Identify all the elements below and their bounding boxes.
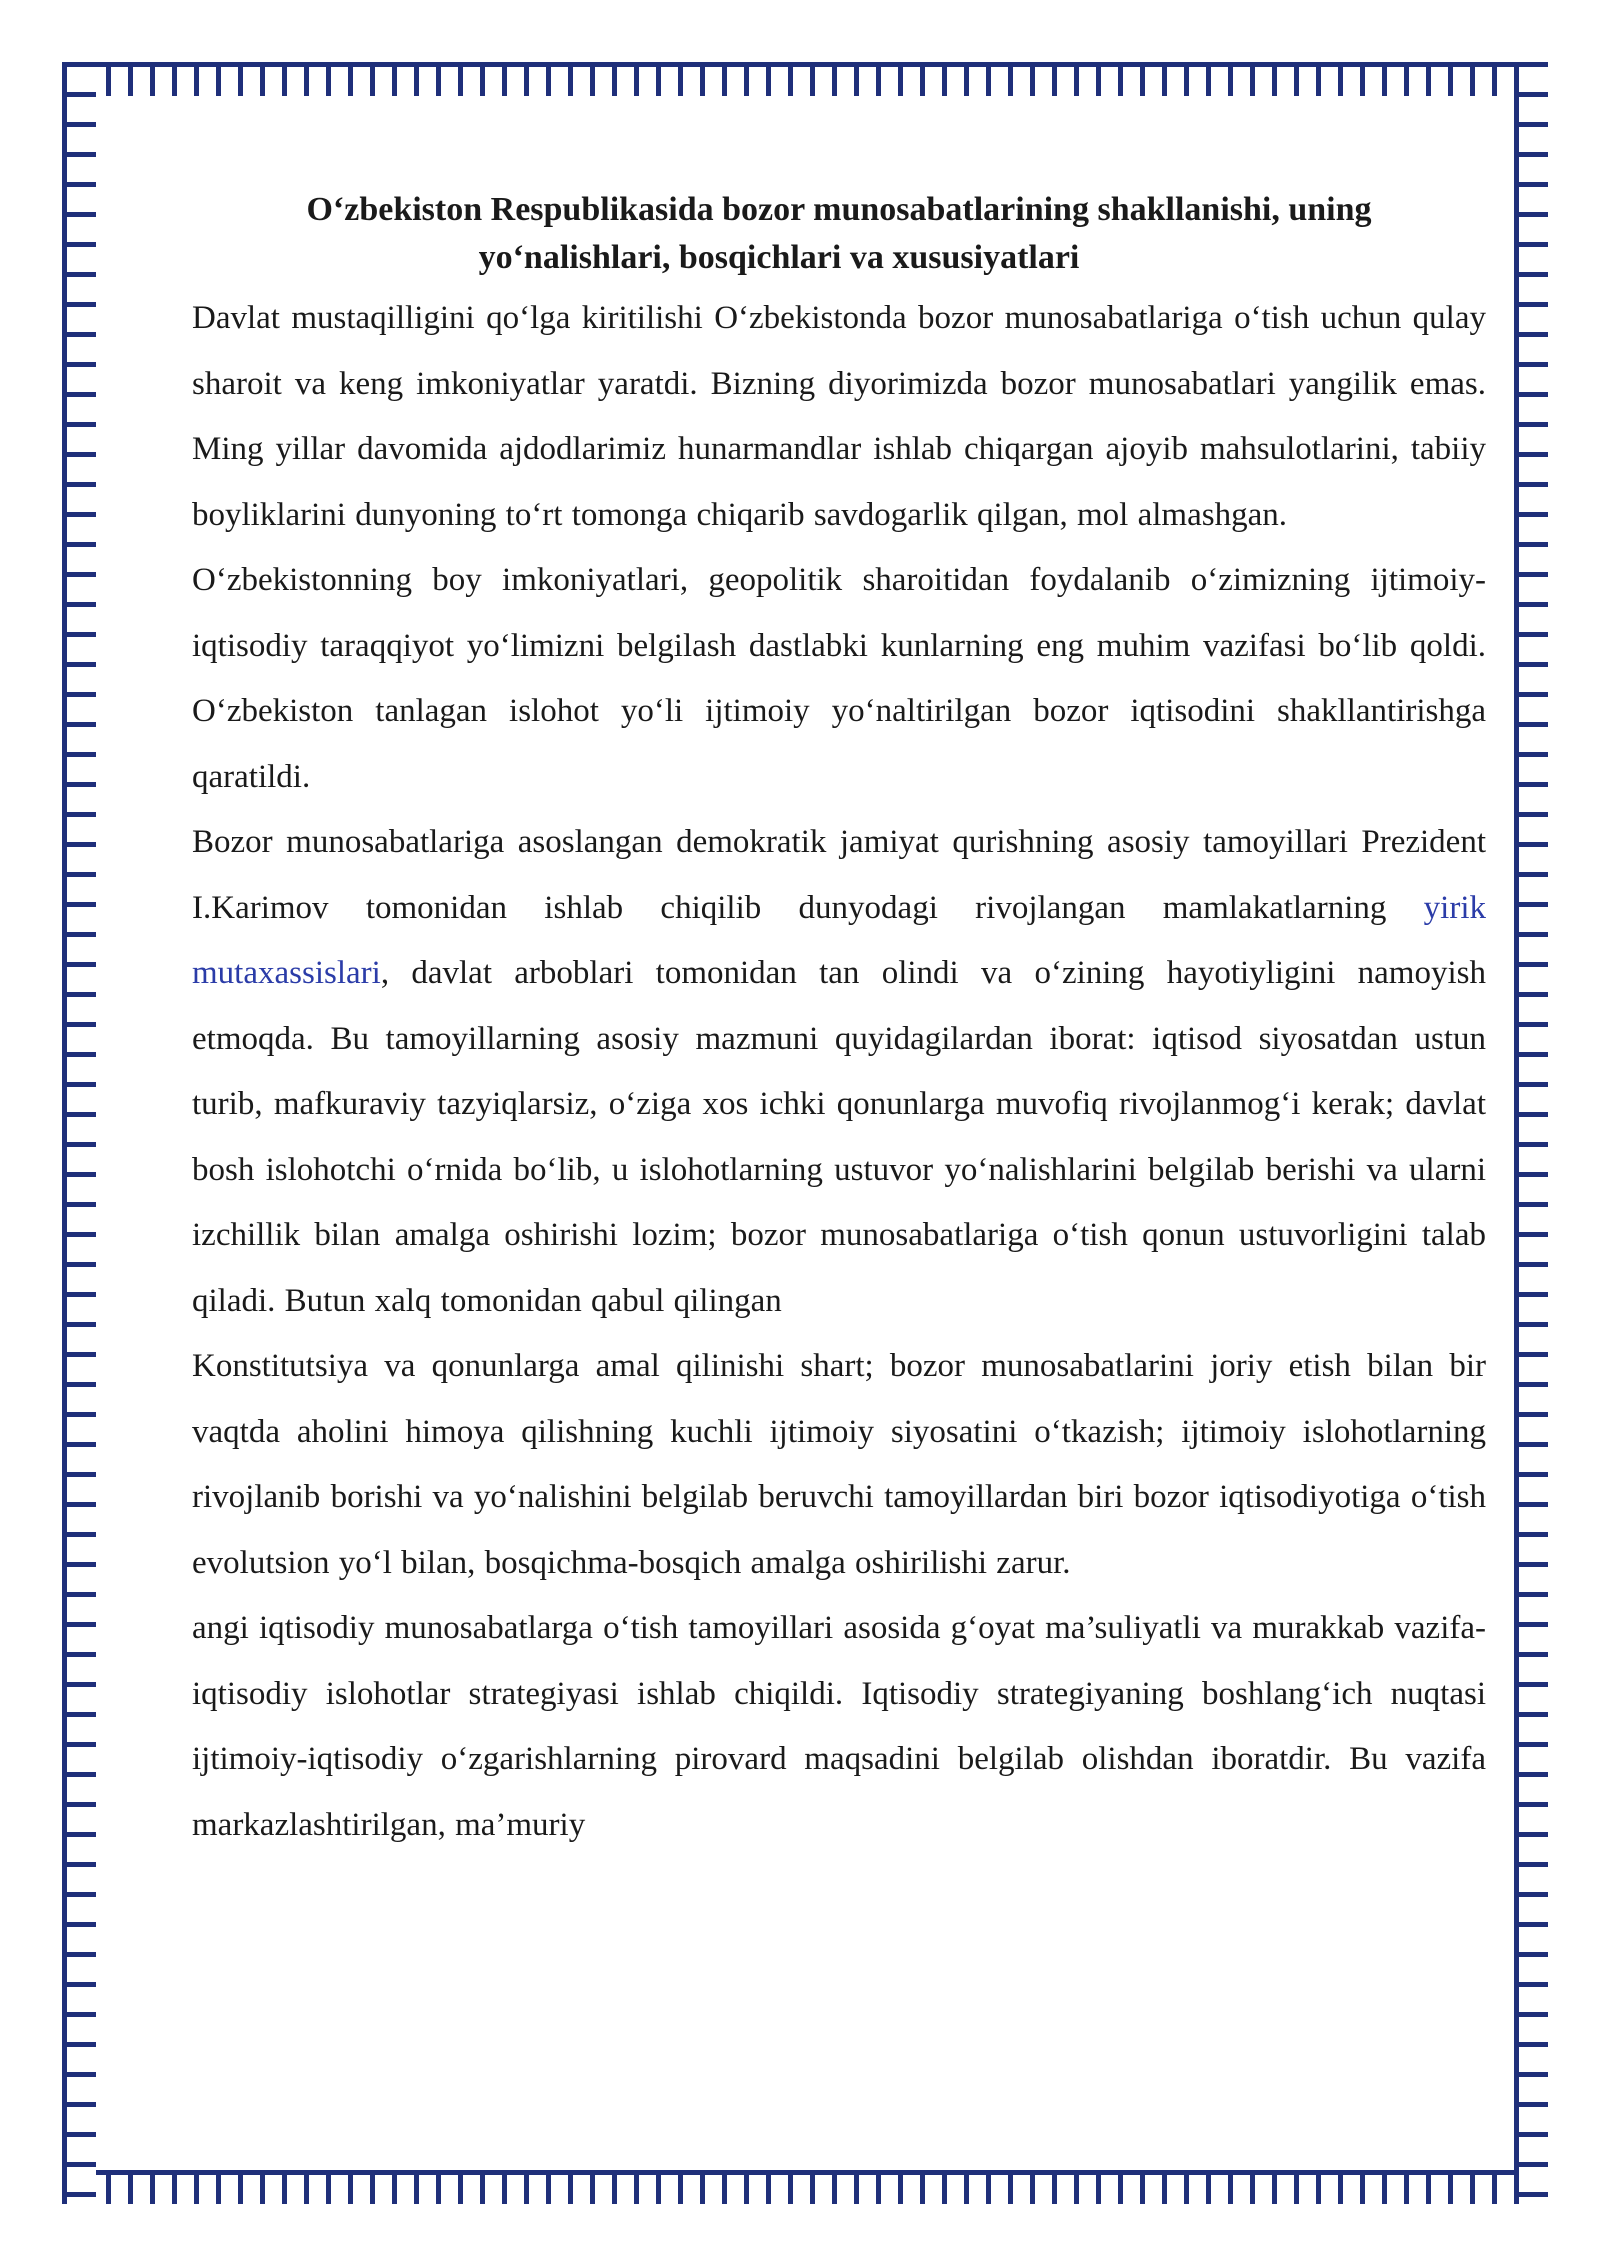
paragraph-5: angi iqtisodiy munosabatlarga o‘tish tamoyillari asosida g‘oyat ma’suliyatli va murakkab vazifa-iqtisodiy islohotlar strategiyasi ishlab chiqildi. Iqtisodiy strategiyaning boshlang‘ich nuqtasi ijtimoiy-iqtisodiy o‘zgarishlarning pirovard maqsadini belgilab olishdan iboratdir. Bu vazifa markazlashtirilgan, ma’muriy — [192, 1610, 1486, 1843]
decorative-border-left — [62, 62, 96, 2204]
paragraph-1: Davlat mustaqilligini qo‘lga kiritilishi O‘zbekistonda bozor munosabatlariga o‘tish uchun qulay sharoit va keng imkoniyatlar yaratdi. Bizning diyorimizda bozor munosabatlari yangilik emas. Ming yillar davomida ajdodlarimiz hunarmandlar ishlab chiqargan ajoyib mahsulotlarini, tabiiy boyliklarini dunyoning to‘rt tomonga chiqarib savdogarlik qilgan, mol almashgan. — [192, 300, 1486, 533]
title-line-1: O‘zbekiston Respublikasida bozor munosabatlarining shakllanishi, uning — [306, 191, 1372, 228]
document-title — [192, 186, 1486, 282]
decorative-border-right — [1514, 62, 1548, 2204]
paragraph-2: O‘zbekistonning boy imkoniyatlari, geopolitik sharoitidan foydalanib o‘zimizning ijtimoiy-iqtisodiy taraqqiyot yo‘limizni belgilash dastlabki kunlarning eng muhim vazifasi bo‘lib qoldi. O‘zbekiston tanlagan islohot yo‘li ijtimoiy yo‘naltirilgan bozor iqtisodini shakllantirishga qaratildi. — [192, 562, 1486, 795]
paragraph-3-text-after: , davlat arboblari tomonidan tan olindi va o‘zining hayotiyligini namoyish etmoqda. Bu tamoyillarning asosiy mazmuni quyidagilardan iborat: iqtisod siyosatdan ustun turib, mafkuraviy tazyiqlarsiz, o‘ziga xos ichki qonunlarga muvofiq rivojlanmog‘i kerak; davlat bosh islohotchi o‘rnida bo‘lib, u islohotlarning ustuvor yo‘nalishlarini belgilab berishi va ularni izchillik bilan amalga oshirishi lozim; bozor munosabatlariga o‘tish qonun ustuvorligini talab qiladi. Butun xalq tomonidan qabul qilingan — [192, 955, 1486, 1319]
experts-link[interactable]: yirik mutaxassislari — [192, 889, 1486, 991]
document-content — [192, 186, 1486, 1858]
paragraph-4: Konstitutsiya va qonunlarga amal qilinishi shart; bozor munosabatlarini joriy etish bilan bir vaqtda aholini himoya qilishning kuchli ijtimoiy siyosatini o‘tkazish; ijtimoiy islohotlarning rivojlanib borishi va yo‘nalishini belgilab beruvchi tamoyillardan biri bozor iqtisodiyotiga o‘tish evolutsion yo‘l bilan, bosqichma-bosqich amalga oshirilishi zarur. — [192, 1348, 1486, 1581]
paragraph-3-text-before: Bozor munosabatlariga asoslangan demokratik jamiyat qurishning asosiy tamoyillari Prezident I.Karimov tomonidan ishlab chiqilib dunyodagi rivojlangan mamlakatlarning — [192, 824, 1486, 926]
paragraph-3 — [192, 810, 1486, 1334]
title-line-2: yo‘nalishlari, bosqichlari va xususiyatlari — [478, 239, 1080, 276]
decorative-border-bottom — [62, 2170, 1548, 2204]
decorative-border-top — [62, 62, 1548, 96]
